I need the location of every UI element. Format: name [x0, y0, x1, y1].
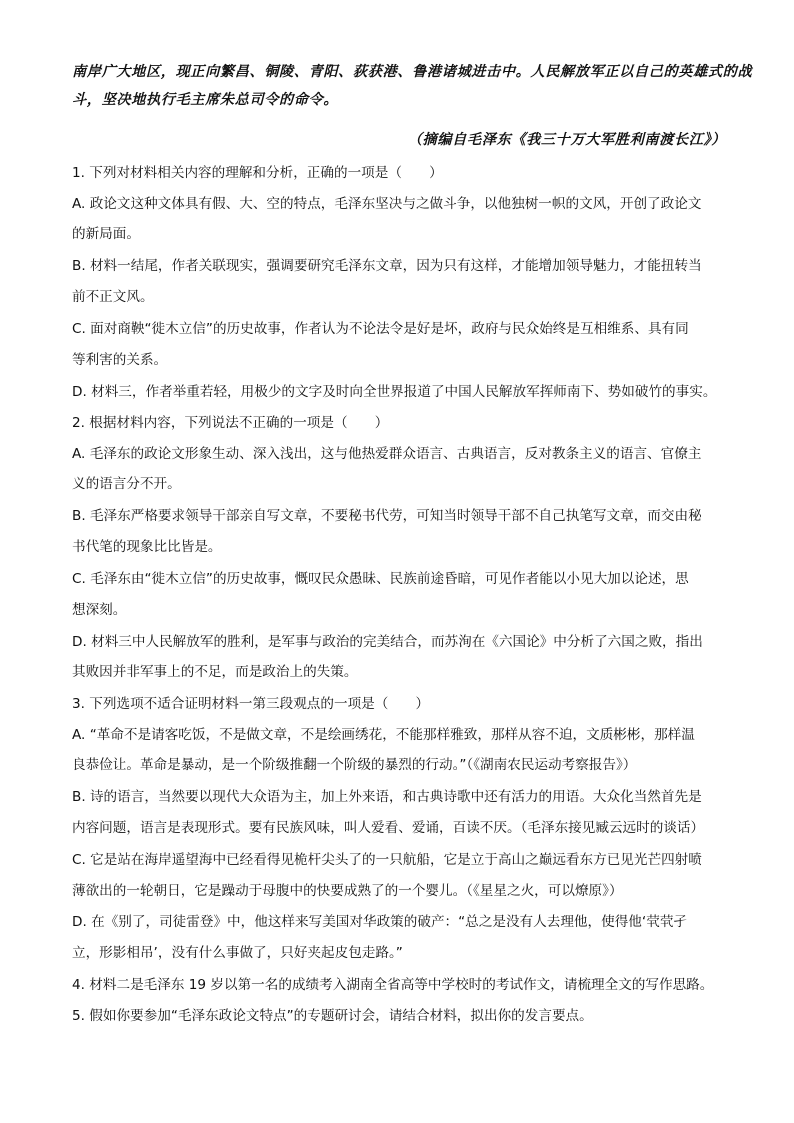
- q2-option-b-line-2: 书代笔的现象比比皆是。: [72, 539, 222, 555]
- q1-option-a-line-1: A. 政论文这种文体具有假、大、空的特点，毛泽东坚决与之做斗争，以他独树一帜的文风，开创了政论文: [72, 196, 702, 212]
- q3-option-a-line-1: A. “革命不是请客吃饭，不是做文章，不是绘画绣花，不能那样雅致，那样从容不迫，文质彬彬，那样温: [72, 727, 695, 743]
- q3-option-b-line-2: 内容问题，语言是表现形式。要有民族风味，叫人爱看、爱诵，百读不厌。（毛泽东接见臧云远时的谈话）: [72, 820, 705, 836]
- question-1-stem: 1. 下列对材料相关内容的理解和分析，正确的一项是（ ）: [72, 165, 443, 181]
- q3-option-d-line-1: D. 在《别了，司徒雷登》中，他这样来写美国对华政策的破产：“总之是没有人去理他，使得他‘茕茕孑: [72, 914, 688, 930]
- q1-option-d-line-1: D. 材料三，作者举重若轻，用极少的文字及时向全世界报道了中国人民解放军挥师南下、势如破竹的事实。: [72, 384, 717, 400]
- q3-option-a-line-2: 良恭俭让。革命是暴动，是一个阶级推翻一个阶级的暴烈的行动。”（《湖南农民运动考察报告》）: [72, 757, 637, 773]
- q1-option-c-line-1: C. 面对商鞅“徙木立信”的历史故事，作者认为不论法令是好是坏，政府与民众始终是互相维系、具有同: [72, 321, 689, 337]
- q2-option-c-line-2: 想深刻。: [72, 602, 127, 618]
- q2-option-c-line-1: C. 毛泽东由“徙木立信”的历史故事，慨叹民众愚昧、民族前途昏暗，可见作者能以小见大加以论述，思: [72, 571, 689, 587]
- q1-option-a-line-2: 的新局面。: [72, 226, 140, 242]
- q2-option-d-line-1: D. 材料三中人民解放军的胜利，是军事与政治的完美结合，而苏洵在《六国论》中分析了六国之败，指出: [72, 634, 703, 650]
- question-5-stem: 5. 假如你要参加“毛泽东政论文特点”的专题研讨会，请结合材料，拟出你的发言要点。: [72, 1008, 593, 1024]
- q3-option-c-line-2: 薄欲出的一轮朝日，它是躁动于母腹中的快要成熟了的一个婴儿。（《星星之火，可以燎原》）: [72, 883, 623, 899]
- question-4-stem: 4. 材料二是毛泽东 19 岁以第一名的成绩考入湖南全省高等中学校时的考试作文，请梳理全文的写作思路。: [72, 977, 714, 993]
- question-3-stem: 3. 下列选项不适合证明材料一第三段观点的一项是（ ）: [72, 696, 430, 712]
- intro-line-1: 南岸广大地区，现正向繁昌、铜陵、青阳、荻获港、鲁港诸城进击中。人民解放军正以自己的英雄式的战: [72, 64, 753, 80]
- q1-option-b-line-2: 前不正文风。: [72, 289, 154, 305]
- q3-option-c-line-1: C. 它是站在海岸遥望海中已经看得见桅杆尖头了的一只航船，它是立于高山之巅远看东方已见光芒四射喷: [72, 852, 702, 868]
- intro-line-2: 斗，坚决地执行毛主席朱总司令的命令。: [72, 92, 339, 108]
- question-2-stem: 2. 根据材料内容，下列说法不正确的一项是（ ）: [72, 415, 389, 431]
- source-citation: （摘编自毛泽东《我三十万大军胜利南渡长江》）: [407, 132, 726, 148]
- q2-option-a-line-2: 义的语言分不开。: [72, 476, 181, 492]
- q2-option-a-line-1: A. 毛泽东的政论文形象生动、深入浅出，这与他热爱群众语言、古典语言，反对教条主义的语言、官僚主: [72, 446, 702, 462]
- q3-option-d-line-2: 立，形影相吊’，没有什么事做了，只好夹起皮包走路。”: [72, 945, 403, 961]
- q1-option-b-line-1: B. 材料一结尾，作者关联现实，强调要研究毛泽东文章，因为只有这样，才能增加领导魅力，才能扭转当: [72, 258, 702, 274]
- q3-option-b-line-1: B. 诗的语言，当然要以现代大众语为主，加上外来语，和古典诗歌中还有活力的用语。大众化当然首先是: [72, 789, 702, 805]
- q1-option-c-line-2: 等利害的关系。: [72, 352, 168, 368]
- q2-option-d-line-2: 其败因并非军事上的不足，而是政治上的失策。: [72, 664, 358, 680]
- q2-option-b-line-1: B. 毛泽东严格要求领导干部亲自写文章，不要秘书代劳，可知当时领导干部不自己执笔写文章，而交由秘: [72, 508, 702, 524]
